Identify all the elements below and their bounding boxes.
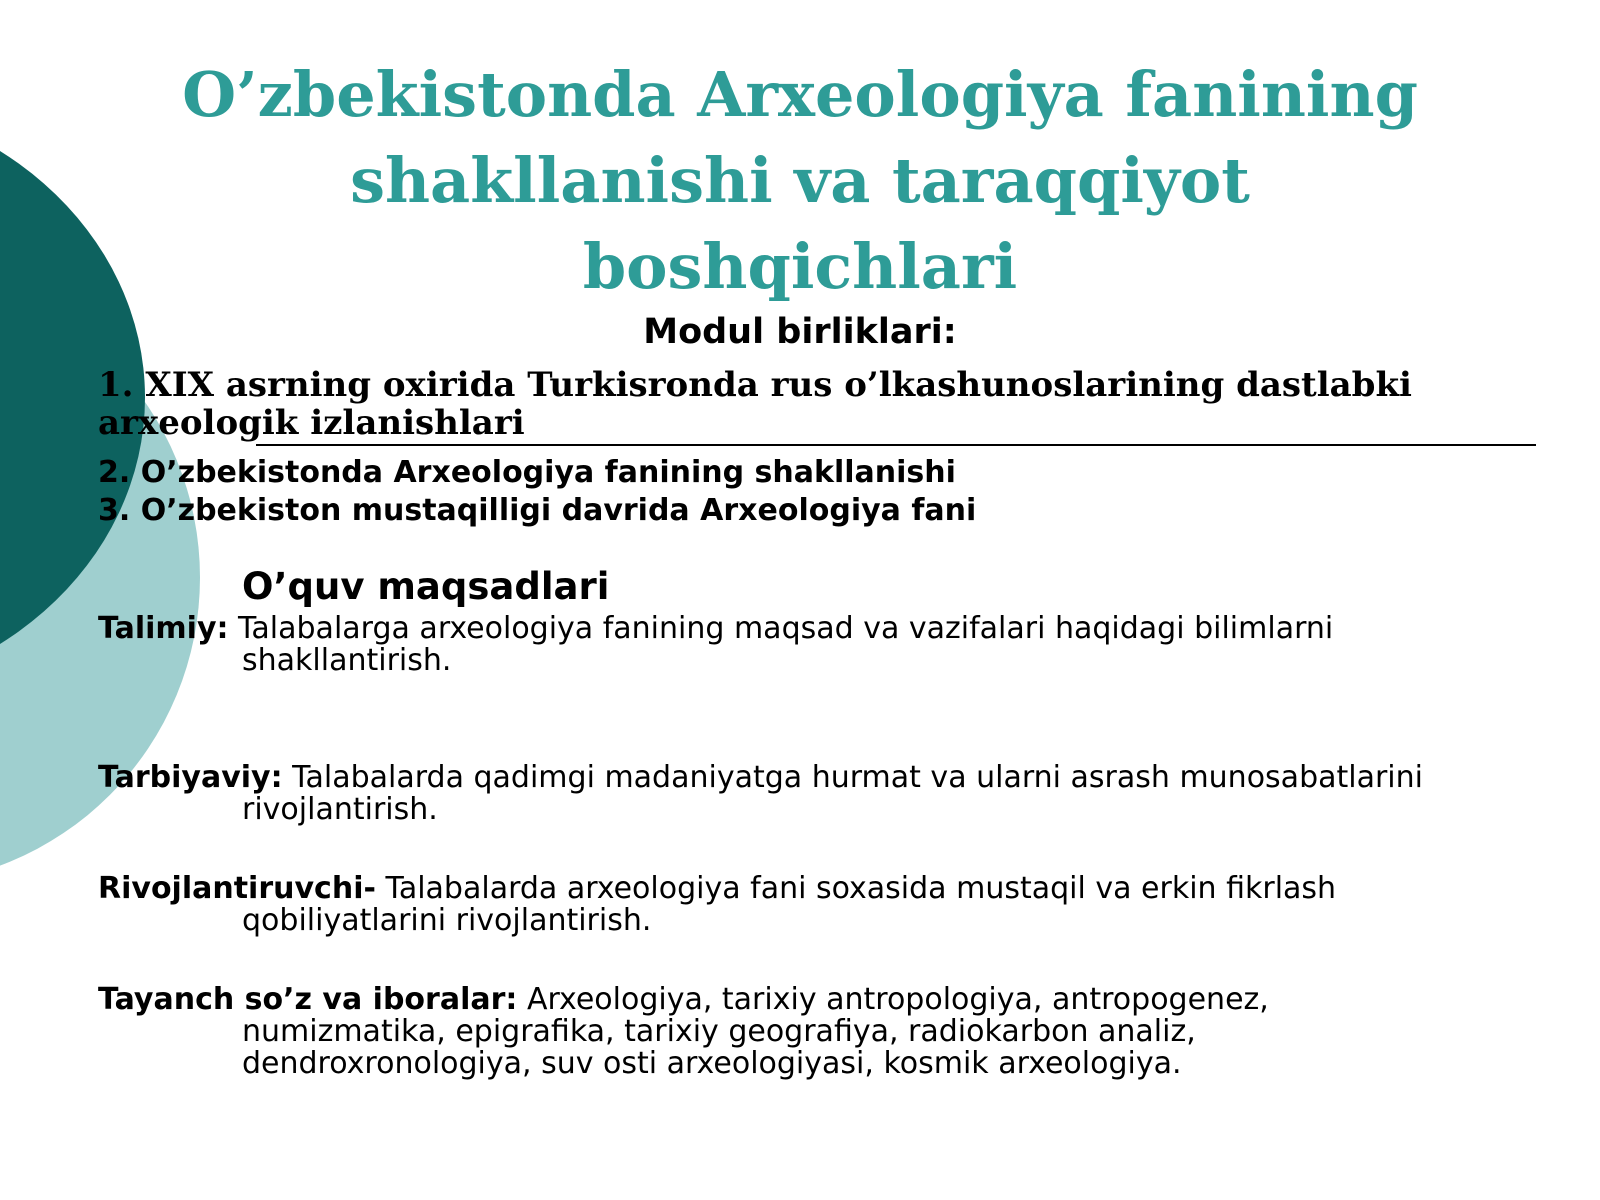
goal-text: Talabalarda qadimgi madaniyatga hurmat va ularni asrash munosabatlarini <box>282 760 1423 795</box>
title-line-2: shakllanishi va taraqqiyot boshqichlari <box>350 144 1250 303</box>
keywords <box>98 984 1518 1080</box>
module-item-3: 3. O’zbekiston mustaqilligi davrida Arxeologiya fani <box>98 493 977 528</box>
goal-text-continued: shakllantirish. <box>242 643 452 678</box>
goal-label: Rivojlantiruvchi- <box>98 871 376 906</box>
modul-heading: Modul birliklari: <box>643 312 957 352</box>
goals-heading: O’quv maqsadlari <box>242 565 610 608</box>
goal-rivojlantiruvchi <box>98 873 1518 937</box>
goal-text-continued: rivojlantirish. <box>242 792 438 827</box>
goal-tarbiyaviy <box>98 762 1518 826</box>
module-item-2: 2. O’zbekistonda Arxeologiya fanining shakllanishi <box>98 455 956 490</box>
keywords-text-line-3: dendroxronologiya, suv osti arxeologiyasi, kosmik arxeologiya. <box>242 1046 1182 1081</box>
module-item-1: 1. XIX asrning oxirida Turkisronda rus o’lkashunoslarining dastlabki arxeologik izlanishlari <box>98 365 1412 443</box>
goal-text-continued: qobiliyatlarini rivojlantirish. <box>242 903 652 938</box>
goal-text: Talabalarda arxeologiya fani soxasida mustaqil va erkin fikrlash <box>375 871 1337 906</box>
module-list <box>98 366 1548 530</box>
goal-talimiy <box>98 613 1518 677</box>
keywords-text-line-2: numizmatika, epigrafika, tarixiy geografiya, radiokarbon analiz, <box>242 1014 1196 1049</box>
goal-label: Talimiy: <box>98 611 229 646</box>
keywords-label: Tayanch so’z va iboralar: <box>98 982 518 1017</box>
title-line-1: O’zbekistonda Arxeologiya fanining <box>182 58 1418 131</box>
divider-line <box>256 444 1536 446</box>
goal-text: Talabalarga arxeologiya fanining maqsad va vazifalari haqidagi bilimlarni <box>228 611 1334 646</box>
goal-label: Tarbiyaviy: <box>98 760 283 795</box>
slide-title <box>150 52 1450 310</box>
keywords-text: Arxeologiya, tarixiy antropologiya, antropogenez, <box>517 982 1269 1017</box>
